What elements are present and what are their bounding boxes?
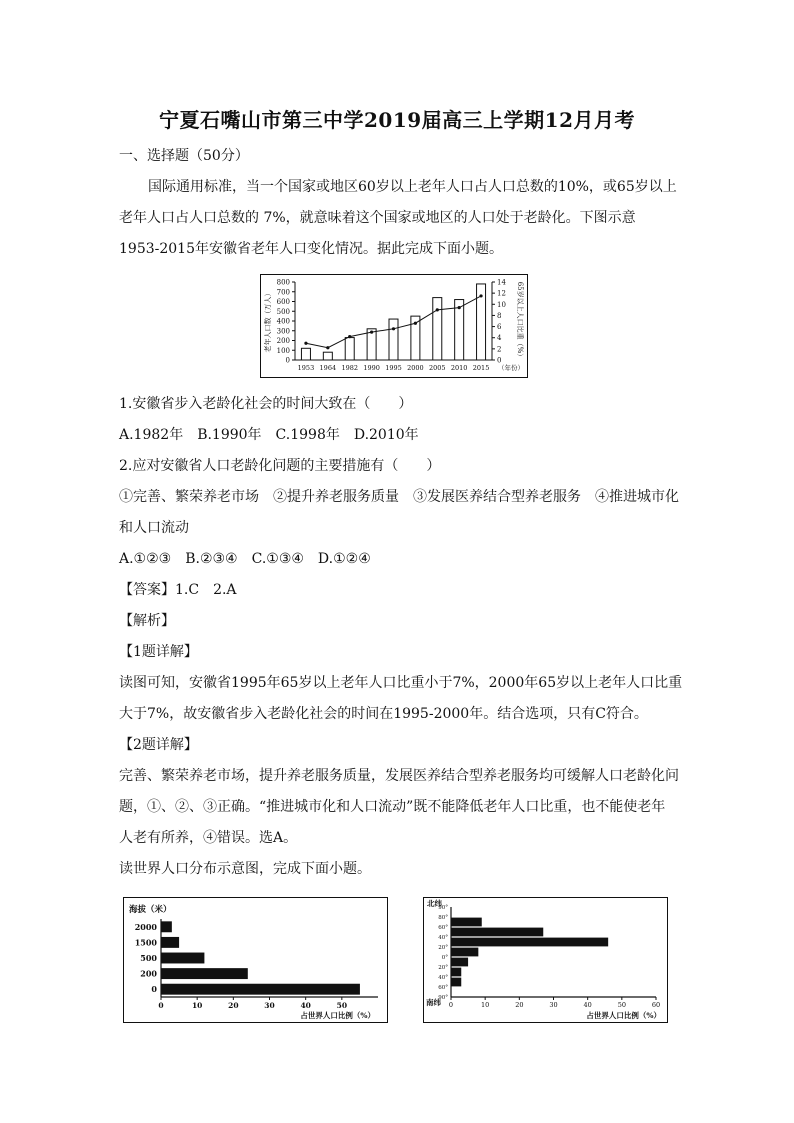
x-tick-label: 10 — [481, 1001, 490, 1009]
y2-tick-label: 0 — [497, 356, 502, 365]
y-tick-label: 0 — [151, 984, 157, 995]
chart-title: 海拔（米） — [129, 905, 172, 915]
ratio-point — [436, 308, 439, 311]
intro-line-2: 老年人口占人口总数的 7%，就意味着这个国家或地区的人口处于老龄化。下图示意 — [119, 210, 636, 226]
ratio-point — [414, 322, 417, 325]
bar — [301, 348, 310, 360]
bottom-label: 南纬 — [426, 998, 441, 1007]
y-tick-label: 600 — [276, 298, 290, 306]
y-tick-label: 200 — [276, 337, 290, 345]
y-tick-label: 90° — [438, 995, 448, 1001]
bar — [451, 958, 468, 967]
y-tick-label: 80° — [438, 915, 448, 921]
altitude-population-chart-svg — [123, 897, 388, 1023]
y-tick-label: 800 — [276, 278, 290, 287]
y-tick-label: 40° — [438, 975, 448, 981]
x-tick-label: 0 — [448, 1001, 454, 1009]
ratio-point — [458, 306, 461, 309]
ratio-point — [304, 342, 307, 345]
y-tick-label: 60° — [438, 985, 448, 991]
y-tick-label: 2000 — [134, 921, 157, 932]
bar — [451, 928, 543, 937]
y-tick-label: 0 — [285, 356, 290, 365]
elderly-population-chart-svg — [260, 274, 528, 378]
answer: 【答案】1.C 2.A — [119, 582, 237, 598]
x-tick-label: 10 — [191, 1001, 203, 1010]
y-tick-label: 500 — [140, 953, 157, 963]
y2-tick-label: 6 — [497, 323, 502, 332]
chart-title: 北纬 — [427, 899, 442, 908]
detail-1-line-2: 大于7%，故安徽省步入老龄化社会的时间在1995-2000年。结合选项，只有C符合。 — [119, 706, 648, 722]
bar — [161, 937, 179, 948]
bar — [161, 984, 360, 995]
x-tick-label: 60 — [651, 1001, 661, 1009]
bar — [161, 968, 248, 979]
ratio-point — [326, 346, 329, 349]
y-tick-label: 40° — [438, 935, 448, 941]
y2-axis-label: 65岁以上人口比重（%） — [516, 281, 524, 361]
y-tick-label: 400 — [276, 317, 290, 326]
altitude-population-chart — [123, 897, 388, 1023]
bar — [345, 338, 354, 360]
x-tick-label: 30 — [549, 1001, 558, 1009]
x-tick-label: 2000 — [407, 364, 424, 372]
x-axis-label: 占世界人口比例（%） — [586, 1011, 661, 1020]
page-title: 宁夏石嘴山市第三中学2019届高三上学期12月月考 — [159, 108, 635, 132]
y-tick-label: 20° — [438, 965, 448, 971]
x-tick-label: 30 — [264, 1001, 275, 1010]
question-2-options: A.①②③ B.②③④ C.①③④ D.①②④ — [119, 551, 371, 567]
bar — [389, 319, 398, 360]
x-tick-label: 1964 — [319, 364, 337, 372]
bar — [323, 352, 332, 360]
y-tick-label: 1500 — [134, 937, 157, 948]
detail-2-line-1: 完善、繁荣养老市场，提升养老服务质量，发展医养结合型养老服务均可缓解人口老龄化问 — [119, 768, 679, 784]
y-tick-label: 300 — [276, 327, 290, 336]
question-1-stem: 1.安徽省步入老龄化社会的时间大致在（ ） — [119, 396, 413, 412]
x-axis-label: （年份） — [498, 364, 524, 372]
analysis-label: 【解析】 — [119, 613, 175, 629]
detail-1-label: 【1题详解】 — [119, 644, 198, 660]
latitude-population-chart — [423, 897, 668, 1023]
y-tick-label: 100 — [276, 346, 290, 355]
y-tick-label: 200 — [140, 968, 157, 979]
bar — [451, 978, 461, 987]
y-tick-label: 20° — [438, 945, 448, 951]
y2-tick-label: 12 — [497, 289, 506, 298]
x-tick-label: 1982 — [341, 364, 358, 372]
question-2-items-line-1: ①完善、繁荣养老市场 ②提升养老服务质量 ③发展医养结合型养老服务 ④推进城市化 — [119, 489, 679, 505]
y-tick-label: 700 — [276, 288, 290, 297]
y2-tick-label: 4 — [497, 334, 502, 343]
bar — [451, 968, 461, 977]
intro-line-3: 1953-2015年安徽省老年人口变化情况。据此完成下面小题。 — [119, 241, 503, 257]
question-1-options: A.1982年 B.1990年 C.1998年 D.2010年 — [119, 427, 419, 443]
bar — [161, 921, 172, 932]
x-tick-label: 2015 — [472, 364, 490, 372]
x-tick-label: 20 — [228, 1001, 239, 1010]
detail-1-line-1: 读图可知，安徽省1995年65岁以上老年人口比重小于7%，2000年65岁以上老年人口比重 — [119, 675, 683, 691]
detail-2-label: 【2题详解】 — [119, 737, 198, 753]
y-tick-label: 0° — [441, 955, 448, 961]
question-2-stem: 2.应对安徽省人口老龄化问题的主要措施有（ ） — [119, 458, 441, 474]
x-axis-label: 占世界人口比例（%） — [300, 1011, 375, 1020]
ratio-point — [348, 335, 351, 338]
bar — [161, 953, 204, 964]
intro-line-1: 国际通用标准，当一个国家或地区60岁以上老年人口占人口总数的10%，或65岁以上 — [148, 179, 677, 195]
latitude-population-chart-svg — [423, 897, 668, 1023]
y2-tick-label: 14 — [497, 278, 506, 287]
x-tick-label: 2010 — [450, 364, 468, 372]
bar — [451, 948, 478, 957]
question-2-items-line-2: 和人口流动 — [119, 520, 189, 536]
y2-tick-label: 2 — [497, 345, 502, 354]
y2-tick-label: 8 — [497, 311, 502, 320]
x-tick-label: 1990 — [363, 364, 380, 372]
ratio-point — [392, 327, 395, 330]
x-tick-label: 1995 — [385, 364, 402, 372]
detail-2-line-2: 题，①、②、③正确。“推进城市化和人口流动”既不能降低老年人口比重，也不能使老年 — [119, 799, 666, 815]
x-tick-label: 50 — [336, 1001, 348, 1010]
x-tick-label: 20 — [515, 1001, 524, 1009]
y-tick-label: 500 — [276, 307, 290, 316]
y2-tick-label: 10 — [497, 300, 506, 309]
x-tick-label: 1953 — [297, 364, 315, 372]
elderly-population-chart — [260, 274, 528, 378]
x-tick-label: 0 — [158, 1001, 164, 1010]
bar — [451, 918, 482, 927]
section-heading: 一、选择题（50分） — [119, 148, 249, 164]
ratio-point — [479, 294, 482, 297]
x-tick-label: 40 — [300, 1001, 311, 1010]
bar — [433, 298, 442, 360]
y-tick-label: 90° — [438, 905, 448, 911]
bar — [451, 938, 608, 947]
y-axis-label: 老年人口数（万人） — [264, 289, 272, 353]
y-tick-label: 60° — [438, 925, 448, 931]
x-tick-label: 50 — [617, 1001, 626, 1009]
next-intro: 读世界人口分布示意图，完成下面小题。 — [119, 861, 371, 877]
x-tick-label: 40 — [583, 1001, 592, 1009]
detail-2-line-3: 人老有所养，④错误。选A。 — [119, 830, 298, 846]
x-tick-label: 2005 — [429, 364, 446, 372]
ratio-point — [370, 331, 373, 334]
